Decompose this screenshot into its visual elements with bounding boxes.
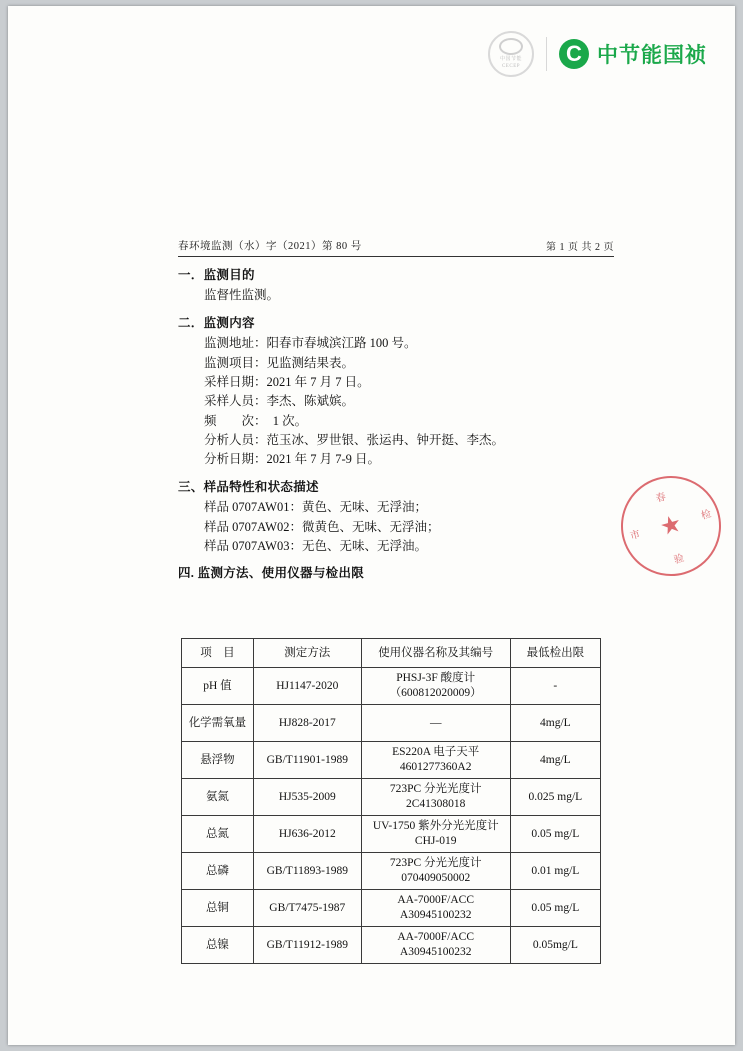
cell-limit: 0.01 mg/L bbox=[510, 853, 600, 890]
document-body bbox=[178, 262, 618, 585]
company-logo bbox=[488, 32, 707, 76]
cell-item: 化学需氧量 bbox=[182, 705, 254, 742]
table-row bbox=[182, 890, 601, 927]
document-page bbox=[8, 6, 735, 1045]
logo-divider bbox=[546, 37, 547, 71]
section-title-2: 二．监测内容 bbox=[178, 315, 255, 330]
cell-instrument bbox=[361, 816, 510, 853]
sample-desc-3: 样品 0707AW03：无色、无味、无浮油。 bbox=[204, 538, 427, 553]
instrument-line-2: A30945100232 bbox=[399, 909, 472, 921]
cell-method: HJ535-2009 bbox=[253, 779, 361, 816]
cell-method: GB/T11901-1989 bbox=[253, 742, 361, 779]
stamp-text-bottom: 验 bbox=[672, 552, 689, 567]
cell-item: 总铜 bbox=[182, 890, 254, 927]
logo-company-name: 中节能国祯 bbox=[597, 44, 707, 67]
instrument-line-1: ES220A 电子天平 bbox=[392, 746, 480, 759]
table-row bbox=[182, 816, 601, 853]
emblem-ring bbox=[499, 38, 523, 55]
instrument-line-2: 070409050002 bbox=[401, 872, 471, 884]
cell-method: HJ1147-2020 bbox=[253, 668, 361, 705]
table-row bbox=[182, 705, 601, 742]
cell-item: 总氮 bbox=[182, 816, 254, 853]
cell-item: pH 值 bbox=[182, 668, 254, 705]
cell-instrument bbox=[361, 779, 510, 816]
instrument-line-1: 723PC 分光光度计 bbox=[389, 783, 482, 796]
cell-limit: - bbox=[510, 668, 600, 705]
cell-instrument bbox=[361, 668, 510, 705]
instrument-line-2: A30945100232 bbox=[399, 946, 472, 958]
cell-item: 氨氮 bbox=[182, 779, 254, 816]
page-number: 第 1 页 共 2 页 bbox=[546, 242, 614, 253]
cell-method: HJ636-2012 bbox=[253, 816, 361, 853]
cell-item: 总镍 bbox=[182, 927, 254, 964]
instrument-line-1: UV-1750 紫外分光光度计 bbox=[372, 820, 499, 833]
instrument-line-2: （600812020009） bbox=[389, 687, 482, 699]
col-header-method: 测定方法 bbox=[253, 639, 361, 668]
section-title-1: 一．监测目的 bbox=[178, 268, 255, 282]
col-header-limit: 最低检出限 bbox=[510, 639, 600, 668]
cell-method: GB/T11893-1989 bbox=[253, 853, 361, 890]
instrument-line-2: CHJ-019 bbox=[414, 835, 457, 847]
cell-instrument bbox=[361, 853, 510, 890]
table-row bbox=[182, 668, 601, 705]
star-icon: ★ bbox=[657, 510, 685, 542]
cell-limit: 4mg/L bbox=[510, 742, 600, 779]
cell-limit: 0.05 mg/L bbox=[510, 890, 600, 927]
stamp-text-top: 春 bbox=[654, 490, 672, 505]
cell-item: 总磷 bbox=[182, 853, 254, 890]
monitoring-items: 监测项目：见监测结果表。 bbox=[204, 355, 355, 370]
monitoring-address: 监测地址：阳春市春城滨江路 100 号。 bbox=[204, 336, 417, 351]
instrument-line-2: 2C41308018 bbox=[405, 798, 466, 810]
sample-desc-1: 样品 0707AW01：黄色、无味、无浮油； bbox=[204, 500, 427, 515]
cell-method: HJ828-2017 bbox=[253, 705, 361, 742]
col-header-instrument: 使用仪器名称及其编号 bbox=[361, 639, 510, 668]
table-row bbox=[182, 742, 601, 779]
stamp-text-left: 市 bbox=[628, 529, 642, 543]
instrument-line-1: AA-7000F/ACC bbox=[397, 931, 475, 944]
cell-limit: 0.05mg/L bbox=[510, 927, 600, 964]
analysis-staff: 分析人员：范玉冰、罗世银、张运冉、钟开挺、李杰。 bbox=[204, 433, 505, 447]
cell-instrument bbox=[361, 705, 510, 742]
cell-item: 悬浮物 bbox=[182, 742, 254, 779]
cell-limit: 0.025 mg/L bbox=[510, 779, 600, 816]
sample-desc-2: 样品 0707AW02：微黄色、无味、无浮油； bbox=[204, 519, 440, 534]
cell-method: GB/T7475-1987 bbox=[253, 890, 361, 927]
section-1-line-1: 监督性监测。 bbox=[204, 288, 280, 303]
emblem-line-1: 中国节能 bbox=[499, 57, 522, 63]
cell-limit: 0.05 mg/L bbox=[510, 816, 600, 853]
emblem-line-2: CECEP bbox=[501, 63, 521, 69]
cell-instrument bbox=[361, 927, 510, 964]
cell-instrument bbox=[361, 742, 510, 779]
logo-c-icon: C bbox=[559, 39, 589, 69]
instrument-line-1: 723PC 分光光度计 bbox=[389, 857, 482, 870]
sampling-staff: 采样人员：李杰、陈斌嫔。 bbox=[204, 394, 355, 409]
cell-limit: 4mg/L bbox=[510, 705, 600, 742]
cell-instrument bbox=[361, 890, 510, 927]
analysis-date: 分析日期：2021 年 7 月 7-9 日。 bbox=[204, 452, 381, 467]
section-title-3: 三、样品特性和状态描述 bbox=[178, 479, 319, 494]
document-header bbox=[178, 238, 614, 257]
table-row bbox=[182, 927, 601, 964]
sampling-date: 采样日期：2021 年 7 月 7 日。 bbox=[204, 374, 370, 389]
table-header-row bbox=[182, 639, 601, 668]
stamp-text-right: 检 bbox=[700, 508, 713, 522]
instrument-line-1: PHSJ-3F 酸度计 bbox=[396, 672, 476, 685]
instrument-line-1: AA-7000F/ACC bbox=[397, 894, 475, 907]
cecep-emblem-icon bbox=[488, 31, 534, 77]
frequency: 频 次： 1 次。 bbox=[204, 413, 308, 428]
table-row bbox=[182, 779, 601, 816]
methods-table bbox=[181, 638, 601, 964]
cell-method: GB/T11912-1989 bbox=[253, 927, 361, 964]
col-header-item: 项 目 bbox=[182, 639, 254, 668]
methods-table-wrapper bbox=[181, 638, 601, 964]
instrument-line-2: 4601277360A2 bbox=[399, 761, 472, 773]
official-red-stamp bbox=[609, 464, 733, 588]
report-number: 春环境监测（水）字（2021）第 80 号 bbox=[178, 241, 362, 252]
instrument-line-1: — bbox=[429, 716, 442, 729]
section-title-4: 四. 监测方法、使用仪器与检出限 bbox=[178, 566, 365, 581]
table-row bbox=[182, 853, 601, 890]
